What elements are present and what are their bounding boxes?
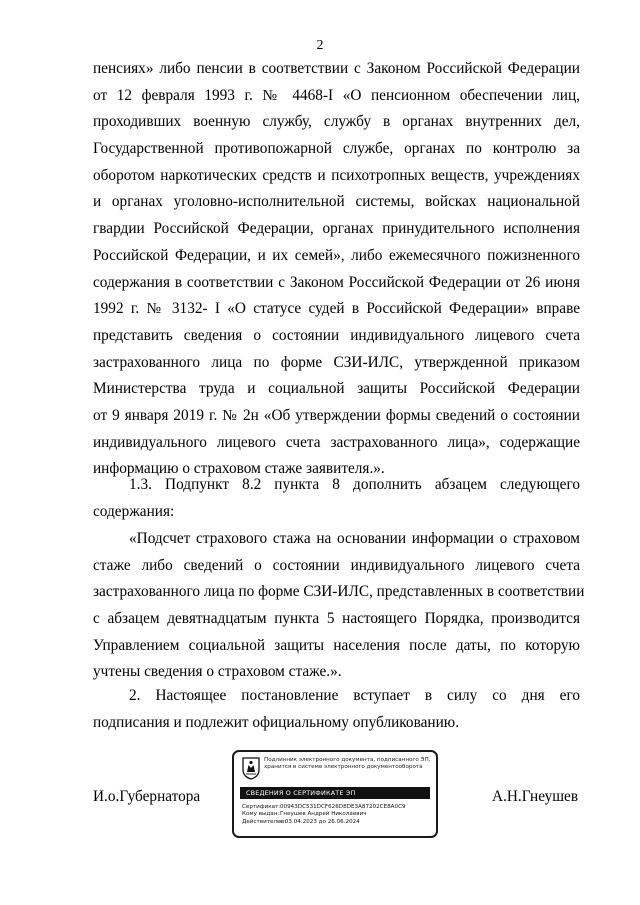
electronic-signature-stamp [232,750,438,838]
text-line: подписания и подлежит официальному опубликованию. [93,713,460,731]
text-line: с абзацем девятнадцатым пункта 5 настоящего Порядка, производится [93,610,580,628]
paragraph-quoted-addition [93,526,585,686]
text-line: застрахованного лица по форме СЗИ-ИЛС, представленных в соответствии [93,583,585,601]
text-line: Управлением социальной защиты населения после даты, по которую [93,636,580,654]
page-number: 2 [316,38,324,53]
certificate-details [242,804,434,826]
issued-to-label: Кому выдан: [242,811,280,818]
certificate-value: 00943DC531DCF626D8DE3A87202CE8A0C9 [280,804,406,810]
text-line: от 12 февраля 1993 г. № 4468-I «О пенсионном обеспечении лиц, [93,86,580,104]
text-line: стаже либо сведений о состоянии индивидуального лицевого счета [93,556,580,574]
text-line: Российской Федерации, и их семей», либо ежемесячного пожизненного [93,246,580,264]
issued-to-value: Гнеушев Андрей Николаевич [280,811,367,818]
text-line: Государственной противопожарной службе, органах по контролю за [93,140,580,158]
text-line: от 9 января 2019 г. № 2н «Об утверждении формы сведений о состоянии [93,406,580,424]
text-line: учтены сведения о страховом стаже.». [93,663,342,681]
text-line: гвардии Российской Федерации, органах принудительного исполнения [93,220,580,238]
stamp-notice-line: хранится в системе электронного документооборота [264,764,423,771]
text-line: 1992 г. № 3132- I «О статусе судей в Российской Федерации» вправе [93,300,580,318]
text-line: индивидуального лицевого счета застрахованного лица», содержащие [93,433,580,451]
text-line: Министерства труда и социальной защиты Российской Федерации [93,380,580,398]
stamp-notice [264,757,436,771]
text-line: и органах уголовно-исполнительной системы, войсках национальной [93,193,580,211]
text-line: пенсиях» либо пенсии в соответствии с Законом Российской Федерации [93,60,580,77]
text-line: 2. Настоящее постановление вступает в силу со дня его [129,687,580,704]
text-line: проходивших военную службу, службу в органах внутренних дел, [93,113,580,131]
validity-row [242,819,434,826]
text-line: застрахованного лица по форме СЗИ-ИЛС, утвержденной приказом [93,353,580,371]
text-line: «Подсчет страхового стажа на основании информации о страховом [129,530,580,547]
validity-label: Действителен: [242,818,286,825]
certificate-label: Сертификат: [242,804,281,810]
paragraph-item-2 [93,683,580,736]
paragraph-item-1-3 [93,472,580,525]
text-line: содержания в соответствии с Законом Российской Федерации от 26 июня [93,273,580,291]
signatory-name: А.Н.Гнеушев [492,788,579,805]
text-line: информацию о страховом стаже заявителя.». [93,460,385,478]
stamp-title-band: СВЕДЕНИЯ О СЕРТИФИКАТЕ ЭП [240,787,430,799]
stamp-notice-line: Подлинник электронного документа, подписанного ЭП, [264,757,431,763]
paragraph-pension-continuation [93,56,580,483]
text-line: 1.3. Подпункт 8.2 пункта 8 дополнить абзацем следующего [129,476,580,493]
signatory-position: И.о.Губернатора [93,788,201,805]
coat-of-arms-icon [242,757,260,780]
text-line: представить сведения о состоянии индивидуального лицевого счета [93,326,580,344]
issued-to-row [242,811,434,818]
validity-value: с 03.04.2023 до 26.06.2024 [280,818,360,825]
text-line: оборотом наркотических средств и психотропных веществ, учреждениях [93,166,580,184]
text-line: содержания: [93,502,175,520]
